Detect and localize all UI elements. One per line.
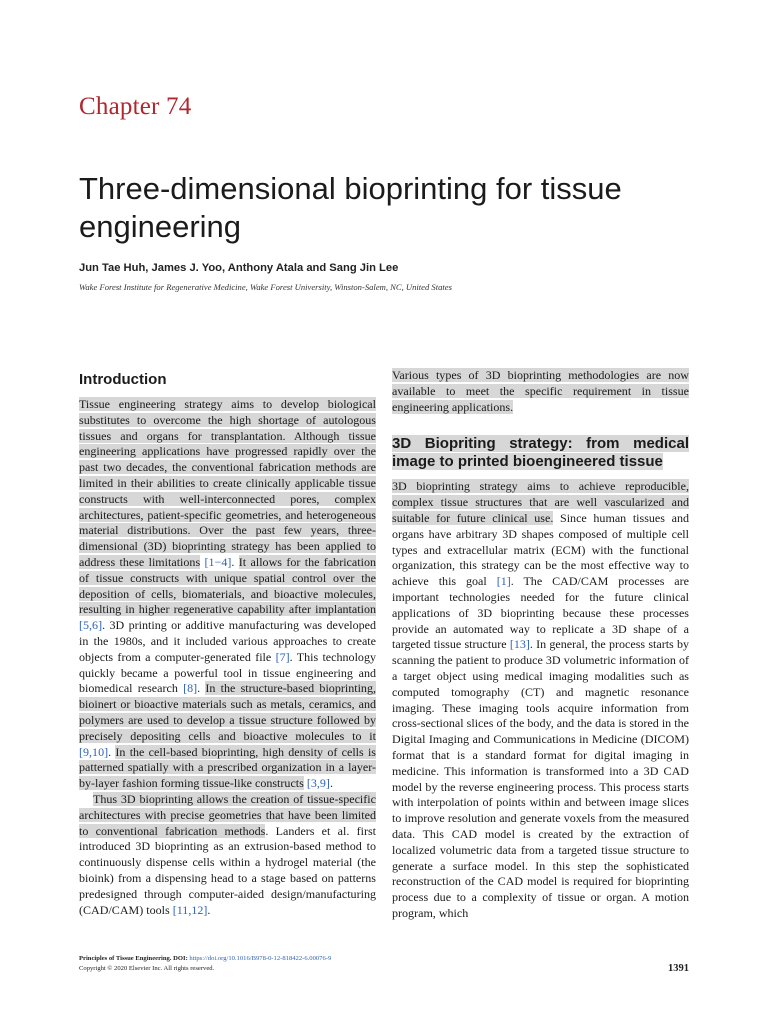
highlighted-text: In the cell-based bioprinting, high density of cells is patterned spatially with a prescribed organization in a layer-by-layer fashion forming tissue-like constructs bbox=[79, 744, 376, 791]
intro-paragraph-2: Thus 3D bioprinting allows the creation of tissue-specific architectures with precise geometries that have been limited to conventional fabrication methods. Landers et al. first introduced 3D bioprinting as an extrusion-based method to continuously dispense cells within a hydrogel material (the bioink) from a dispensing head to a stage based on patterns predesigned through computer-aided design/manufacturing (CAD/CAM) tools [11,12]. bbox=[79, 791, 376, 917]
citation-link[interactable]: [3,9] bbox=[306, 776, 330, 791]
highlighted-text: It allows for the fabrication of tissue constructs with unique spatial control over the deposition of cells, biomaterials, and bioactive molecules, resulting in higher regenerative capability after implantation bbox=[79, 554, 376, 617]
intro-paragraph-1: Tissue engineering strategy aims to develop biological substitutes to overcome the high shortage of autologous tissues and organs for transplantation. Although tissue engineering applications have progressed rapidly over the past two decades, the conventional fabrication methods are limited in their abilities to create clinically applicable tissue constructs with well-interconnected pores, complex architectures, patient-specific geometries, and heterogeneous material distributions. Over the past few years, three-dimensional (3D) bioprinting strategy has been applied to address these limitations [1−4]. It allows for the fabrication of tissue constructs with unique spatial control over the deposition of cells, biomaterials, and bioactive molecules, resulting in higher regenerative capability after implantation [5,6]. 3D printing or additive manufacturing was developed in the 1980s, and it included various approaches to create objects from a computer-generated file [7]. This technology quickly became a powerful tool in tissue engineering and biomedical research [8]. In the structure-based bioprinting, bioinert or bioactive materials such as metals, ceramics, and polymers are used to develop a tissue structure followed by precisely depositing cells and bioactive molecules to it [9,10]. In the cell-based bioprinting, high density of cells is patterned spatially with a prescribed organization in a layer-by-layer fashion forming tissue-like constructs [3,9]. bbox=[79, 397, 376, 791]
doi-link[interactable]: https://doi.org/10.1016/B978-0-12-818422-6.00076-9 bbox=[189, 955, 332, 962]
highlighted-heading: 3D Biopriting strategy: from medical image to printed bioengineered tissue bbox=[392, 435, 689, 471]
highlighted-text: Tissue engineering strategy aims to develop biological substitutes to overcome the high shortage of autologous tissues and organs for transplantation. Although tissue engineering applications have progressed rapidly over the past two decades, the conventional fabrication methods are limited in their abilities to create clinically applicable tissue constructs with well-interconnected pores, complex architectures, patient-specific geometries, and heterogeneous material distributions. Over the past few years, three-dimensional (3D) bioprinting strategy has been applied to address these limitations bbox=[79, 397, 376, 569]
body-text: 3D printing or additive manufacturing was developed in the 1980s, and it included various approaches to create objects from a computer-generated file bbox=[79, 618, 376, 664]
body-text: The CAD/CAM processes are important technologies needed for the future clinical applications of 3D bioprinting because these processes provide an automated way to replicate a 3D shape of a targeted tissue structure bbox=[392, 574, 690, 652]
body-text: Since human tissues and organs have arbitrary 3D shapes composed of multiple cell types and extracellular matrix (ECM) with the functional organization, this strategy can be the most effective way to achieve this goal bbox=[392, 510, 689, 589]
section-heading-strategy bbox=[392, 435, 689, 471]
body-text: This technology quickly became a powerful tool in tissue engineering and biomedical research bbox=[79, 649, 376, 696]
citation-link[interactable]: [1−4] bbox=[204, 554, 232, 569]
authors: Jun Tae Huh, James J. Yoo, Anthony Atala and Sang Jin Lee bbox=[79, 262, 399, 274]
citation-link[interactable]: [8] bbox=[183, 681, 198, 696]
chapter-label: Chapter 74 bbox=[79, 93, 192, 120]
body-text: Landers et al. first introduced 3D bioprinting as an extrusion-based method to continuously dispense cells within a hydrogel material (the bioink) from a dispensing head to a stage based on patterns predesigned through computer-aided design/manufacturing (CAD/CAM) tools bbox=[79, 823, 376, 917]
highlighted-text: 3D bioprinting strategy aims to achieve reproducible, complex tissue structures that are well vascularized and suitable for future clinical use. bbox=[392, 479, 689, 525]
copyright-text: Copyright © 2020 Elsevier Inc. All rights reserved. bbox=[79, 965, 215, 972]
strategy-paragraph: 3D bioprinting strategy aims to achieve reproducible, complex tissue structures that are well vascularized and suitable for future clinical use. Since human tissues and organs have arbitrary 3D shapes composed of multiple cell types and extracellular matrix (ECM) with the functional organization, this strategy can be the most effective way to achieve this goal [1]. The CAD/CAM processes are important technologies needed for the future clinical applications of 3D bioprinting because these processes provide an automated way to replicate a 3D shape of a targeted tissue structure [13]. In general, the process starts by scanning the patient to produce 3D volumetric information of a target object using medical imaging modalities such as computed tomography (CT) and magnetic resonance imaging. These imaging tools acquire information from cross-sectional slices of the body, and the data is stored in the Digital Imaging and Communications in Medicine (DICOM) format that is a standard format for digital imaging in medicine. This information is transformed into a 3D CAD model by the reverse engineering process. This process starts with interpolation of points within and between image slices to improve resolution and generate voxels from the measured data. This CAD model is created by the extraction of localized volumetric data from a targeted tissue structure to generate a surface model. In this step the sophisticated reconstruction of the CAD model is required for bioprinting process due to a complexity of tissue or organ. A motion program, which bbox=[392, 479, 690, 920]
page-title: Three-dimensional bioprinting for tissue engineering bbox=[79, 171, 622, 244]
citation-link[interactable]: [9,10] bbox=[79, 744, 109, 759]
body-text: In general, the process starts by scanning the patient to produce 3D volumetric information of a target object using medical imaging modalities such as computed tomography (CT) and magnetic resonance imaging. These imaging tools acquire information from cross-sectional slices of the body, and the data is stored in the Digital Imaging and Communications in Medicine (DICOM) format that is a standard format for digital imaging in medicine. This information is transformed into a 3D CAD model by the reverse engineering process. This process starts with interpolation of points within and between image slices to improve resolution and generate voxels from the measured data. This CAD model is created by the extraction of localized volumetric data from a targeted tissue structure to generate a surface model. In this step the sophisticated reconstruction of the CAD model is required for bioprinting process due to a complexity of tissue or organ. A motion program, which bbox=[392, 637, 690, 920]
footer-citation bbox=[79, 954, 479, 964]
highlighted-text: In the structure-based bioprinting, bioinert or bioactive materials such as metals, ceramics, and polymers are used to develop a tissue structure followed by precisely depositing cells and bioactive molecules to it bbox=[79, 681, 376, 743]
citation-link[interactable]: [1] bbox=[496, 574, 511, 589]
citation-link[interactable]: [11,12] bbox=[172, 902, 208, 917]
journal-name: Principles of Tissue Engineering. bbox=[79, 955, 172, 962]
affiliation: Wake Forest Institute for Regenerative Medicine, Wake Forest University, Winston-Salem, NC, United States bbox=[79, 282, 452, 292]
footer-info bbox=[79, 954, 479, 974]
citation-link[interactable]: [5,6] bbox=[79, 618, 103, 633]
citation-link[interactable]: [13] bbox=[509, 637, 530, 652]
intro-paragraph-3 bbox=[392, 368, 689, 415]
doi-label: DOI: bbox=[173, 955, 188, 962]
highlighted-text: Thus 3D bioprinting allows the creation of tissue-specific architectures with precise geometries that have been limited to conventional fabrication methods bbox=[79, 791, 376, 838]
citation-link[interactable]: [7] bbox=[275, 649, 290, 664]
left-column bbox=[79, 368, 376, 918]
right-column bbox=[392, 368, 689, 922]
highlighted-text: Various types of 3D bioprinting methodologies are now available to meet the specific requirement in tissue engineering applications. bbox=[392, 368, 689, 414]
section-heading-introduction: Introduction bbox=[79, 371, 167, 388]
page-number: 1391 bbox=[668, 963, 689, 974]
